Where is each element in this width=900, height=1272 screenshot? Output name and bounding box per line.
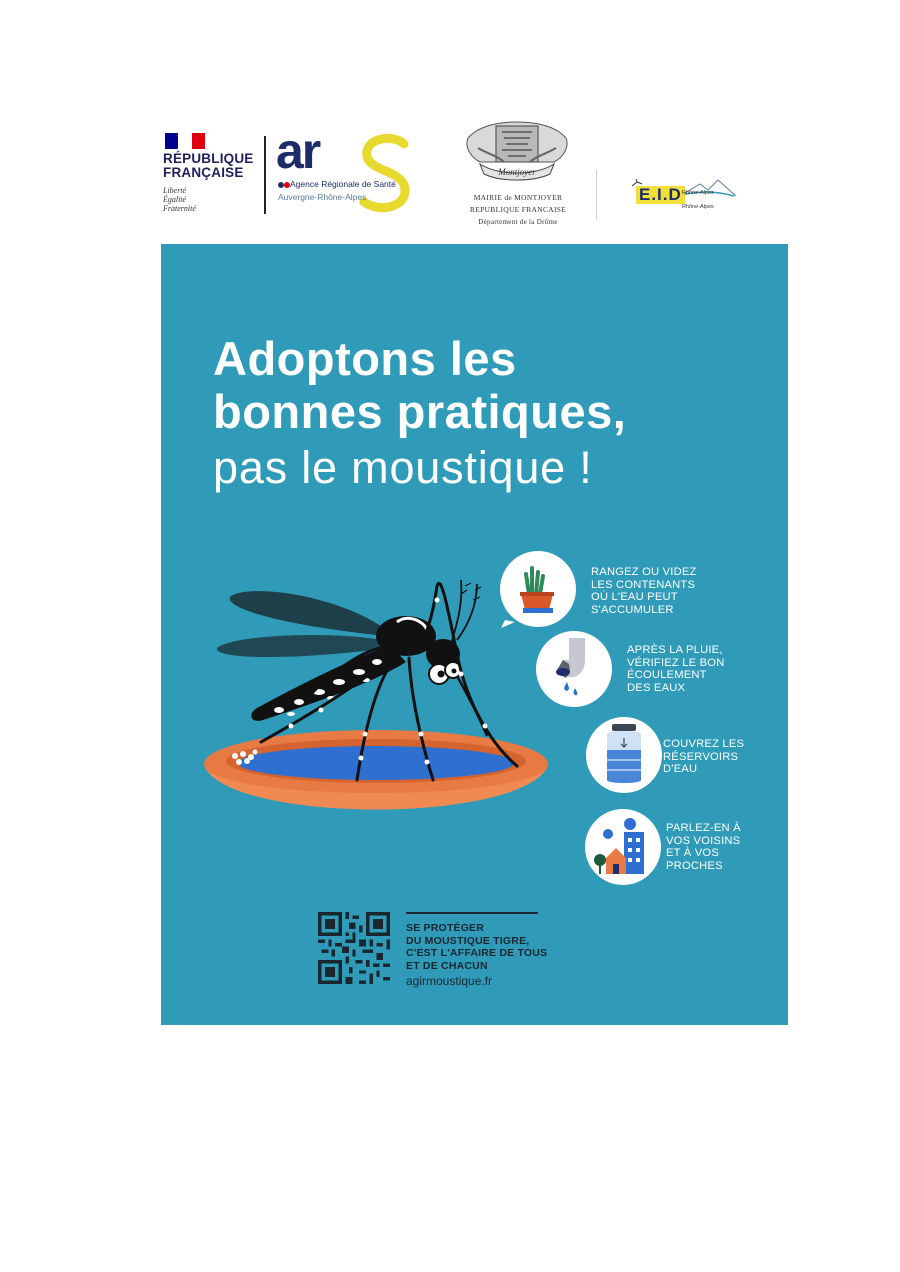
tip-line: RÉSERVOIRS bbox=[663, 750, 739, 763]
ars-region-label: Auvergne-Rhône-Alpes bbox=[278, 192, 367, 202]
ars-agence-label: Agence Régionale de Santé bbox=[290, 179, 396, 189]
water-tank-icon bbox=[585, 716, 663, 794]
footer-line: C'EST L'AFFAIRE DE TOUS bbox=[406, 947, 548, 959]
tip-line: DES EAUX bbox=[627, 681, 686, 694]
motto-line: Liberté bbox=[163, 186, 187, 195]
headline-bold-line: bonnes pratiques, bbox=[213, 385, 627, 438]
montjoyer-crest-icon bbox=[458, 118, 576, 190]
tip-line: APRÈS LA PLUIE, bbox=[627, 644, 723, 656]
mairie-text bbox=[448, 192, 588, 228]
ars-wordmark: ar bbox=[276, 123, 320, 179]
footer-line: ET DE CHACUN bbox=[406, 959, 488, 972]
mairie-line: MAIRIE de MONTJOYER bbox=[473, 193, 563, 202]
footer-divider bbox=[406, 912, 538, 914]
eid-side-label: Rhône-Alpes bbox=[682, 190, 714, 196]
footer-line: DU MOUSTIQUE TIGRE, bbox=[406, 934, 530, 947]
logo-divider bbox=[264, 136, 266, 214]
tip-line: OÙ L'EAU PEUT bbox=[591, 591, 678, 603]
tip-line: COUVREZ LES bbox=[663, 738, 745, 750]
tip-text bbox=[663, 738, 744, 776]
footer-message bbox=[406, 922, 547, 989]
tip-text bbox=[627, 644, 725, 694]
headline-light-line: pas le moustique ! bbox=[213, 442, 593, 493]
poster-footer bbox=[316, 908, 656, 1008]
tip-line: PARLEZ-EN À bbox=[666, 822, 741, 834]
qr-code-icon[interactable] bbox=[318, 912, 390, 984]
partner-logos bbox=[0, 0, 900, 240]
eid-wordmark: E.I.D bbox=[636, 186, 685, 204]
tip-line: PROCHES bbox=[666, 859, 723, 872]
logo-divider bbox=[596, 170, 597, 220]
tip-line: S'ACCUMULER bbox=[591, 603, 674, 616]
tip-line: D'EAU bbox=[663, 763, 698, 775]
eid-logo bbox=[630, 178, 740, 218]
mosquito-abdomen bbox=[251, 646, 406, 721]
ars-s-logo-icon bbox=[358, 134, 414, 216]
footer-url-link[interactable]: agirmoustique.fr bbox=[406, 974, 493, 988]
tip-line: LES CONTENANTS bbox=[591, 578, 696, 591]
poster-headline bbox=[213, 332, 626, 496]
tip-text bbox=[591, 566, 697, 616]
mairie-line: REPUBLIQUE FRANCAISE bbox=[469, 205, 567, 214]
motto-line: Fraternité bbox=[163, 204, 196, 213]
motto-line: Égalité bbox=[163, 195, 187, 204]
mosquito-wings bbox=[217, 591, 389, 657]
mairie-line: Département de la Drôme bbox=[478, 218, 558, 226]
marianne-flag-icon bbox=[165, 133, 205, 149]
headline-bold-line: Adoptons les bbox=[213, 332, 517, 385]
neighbours-icon bbox=[584, 808, 662, 886]
plant-pot-icon bbox=[499, 550, 577, 628]
republique-name-line: RÉPUBLIQUE bbox=[163, 151, 254, 166]
eid-region-label: Rhône-Alpes bbox=[682, 204, 714, 210]
svg-text:Montjoyer: Montjoyer bbox=[498, 167, 536, 177]
tip-line: VÉRIFIEZ LE BON bbox=[627, 656, 725, 669]
ars-dots-icon bbox=[278, 181, 290, 189]
footer-line: SE PROTÉGER bbox=[406, 922, 485, 934]
gutter-icon bbox=[535, 630, 613, 708]
tip-line: VOS VOISINS bbox=[666, 834, 741, 847]
republique-name-line: FRANÇAISE bbox=[163, 165, 244, 180]
tip-line: RANGEZ OU VIDEZ bbox=[591, 566, 697, 578]
tip-line: ÉCOULEMENT bbox=[627, 669, 707, 681]
republique-name bbox=[163, 152, 254, 180]
tip-text bbox=[666, 822, 741, 872]
campaign-poster bbox=[161, 244, 788, 1025]
republique-motto bbox=[163, 186, 196, 213]
tip-line: ET À VOS bbox=[666, 847, 719, 859]
